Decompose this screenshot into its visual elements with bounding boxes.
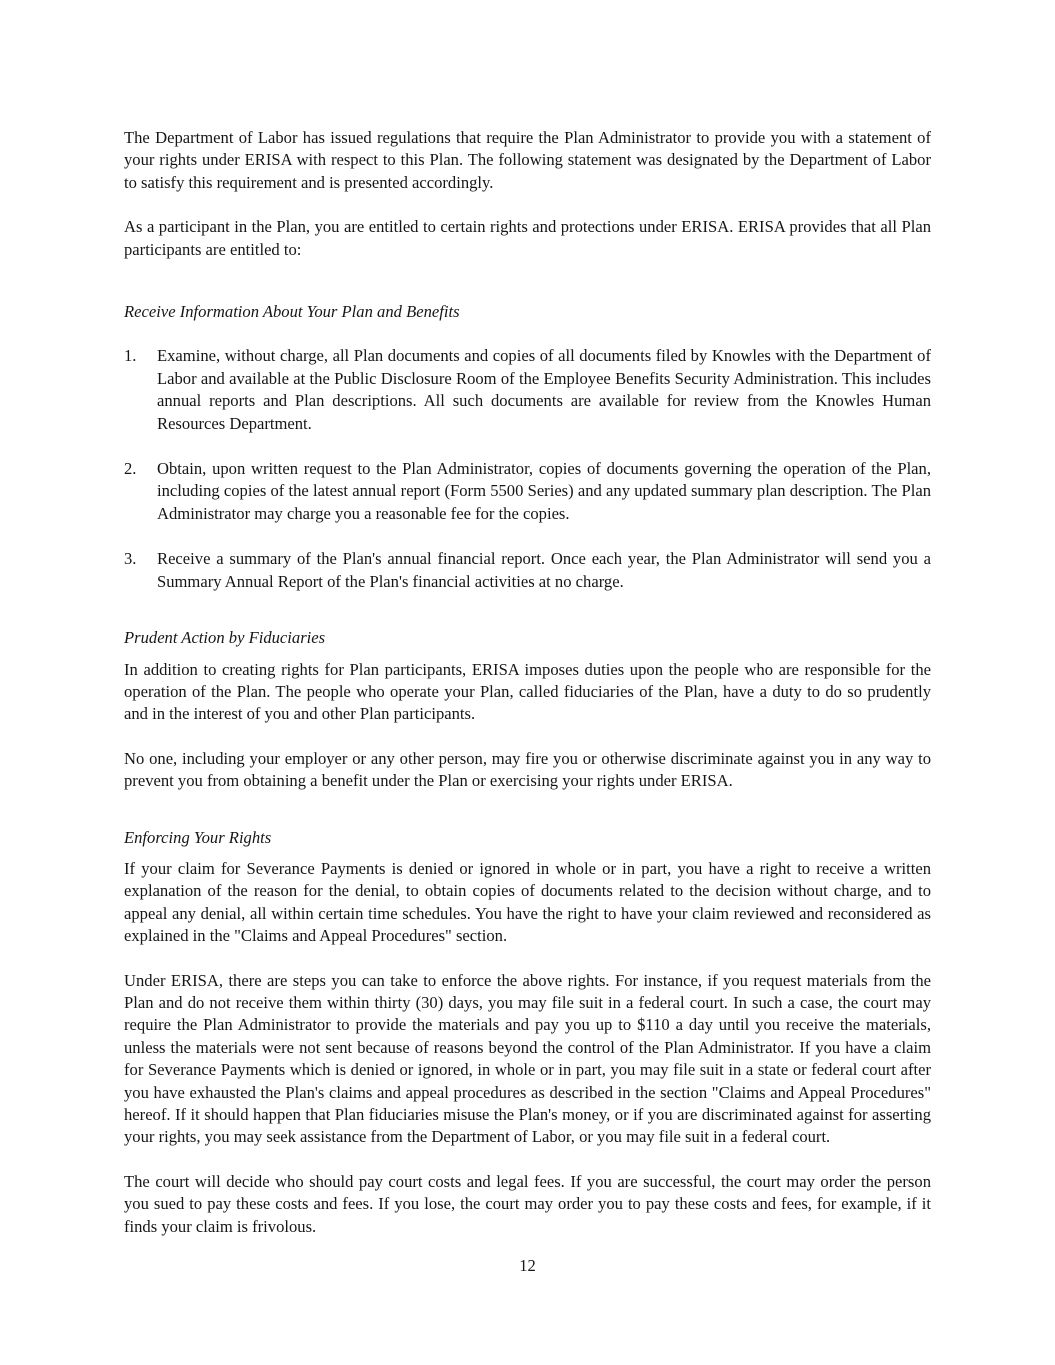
paragraph-enforce-2: Under ERISA, there are steps you can take to enforce the above rights. For instance, if you request materials from the Plan and do not receive them within thirty (30) days, you may file suit in a federal court. In such a case, the court may require the Plan Administrator to provide the materials and pay you up to $110 a day until you receive the materials, unless the materials were not sent because of reasons beyond the control of the Plan Administrator. If you have a claim for Severance Payments which is denied or ignored, in whole or in part, you may file suit in a state or federal court after you have exhausted the Plan's claims and appeal procedures as described in the section "Claims and Appeal Procedures" hereof. If it should happen that Plan fiduciaries misuse the Plan's money, or if you are discriminated against for asserting your rights, you may seek assistance from the Department of Labor, or you may file suit in a federal court. (124, 970, 931, 1147)
paragraph-prudent-1: In addition to creating rights for Plan participants, ERISA imposes duties upon the people who are responsible for the operation of the Plan. The people who operate your Plan, called fiduciaries of the Plan, have a duty to do so prudently and in the interest of you and other Plan participants. (124, 659, 931, 724)
list-item (124, 458, 931, 525)
paragraph-enforce-3: The court will decide who should pay court costs and legal fees. If you are successful, the court may order the person you sued to pay these costs and fees. If you lose, the court may order you to pay these costs and fees, for example, if it finds your claim is frivolous. (124, 1171, 931, 1236)
list-item-number: 3. (124, 549, 137, 569)
paragraph-prudent-2: No one, including your employer or any other person, may fire you or otherwise discriminate against you in any way to prevent you from obtaining a benefit under the Plan or exercising your rights under ERISA. (124, 748, 931, 791)
list-item (124, 548, 931, 593)
list-item (124, 345, 931, 435)
list-item-text: Obtain, upon written request to the Plan Administrator, copies of documents governing the operation of the Plan, including copies of the latest annual report (Form 5500 Series) and any updated summary plan description. The Plan Administrator may charge you a reasonable fee for the copies. (157, 459, 931, 523)
numbered-list (124, 345, 931, 593)
section-heading-receive-information: Receive Information About Your Plan and Benefits (124, 302, 460, 322)
page-number: 12 (519, 1256, 536, 1275)
paragraph-intro-1: The Department of Labor has issued regulations that require the Plan Administrator to provide you with a statement of your rights under ERISA with respect to this Plan. The following statement was designated by the Department of Labor to satisfy this requirement and is presented accordingly. (124, 128, 931, 192)
section-heading-enforcing-rights: Enforcing Your Rights (124, 827, 272, 847)
paragraph-enforce-1: If your claim for Severance Payments is denied or ignored in whole or in part, you have a right to receive a written explanation of the reason for the denial, to obtain copies of documents related to the decision without charge, and to appeal any denial, all within certain time schedules. You have the right to have your claim reviewed and reconsidered as explained in the "Claims and Appeal Procedures" section. (124, 858, 931, 946)
list-item-number: 2. (124, 459, 137, 479)
list-item-text: Examine, without charge, all Plan documents and copies of all documents filed by Knowles with the Department of Labor and available at the Public Disclosure Room of the Employee Benefits Security Administration. This includes annual reports and Plan descriptions. All such documents are available for review from the Knowles Human Resources Department. (157, 346, 931, 433)
section-heading-prudent-action: Prudent Action by Fiduciaries (124, 628, 326, 648)
paragraph-intro-2: As a participant in the Plan, you are entitled to certain rights and protections under ERISA. ERISA provides that all Plan participants are entitled to: (124, 217, 931, 259)
list-item-number: 1. (124, 346, 137, 366)
list-item-text: Receive a summary of the Plan's annual financial report. Once each year, the Plan Administrator will send you a Summary Annual Report of the Plan's financial activities at no charge. (157, 549, 931, 591)
